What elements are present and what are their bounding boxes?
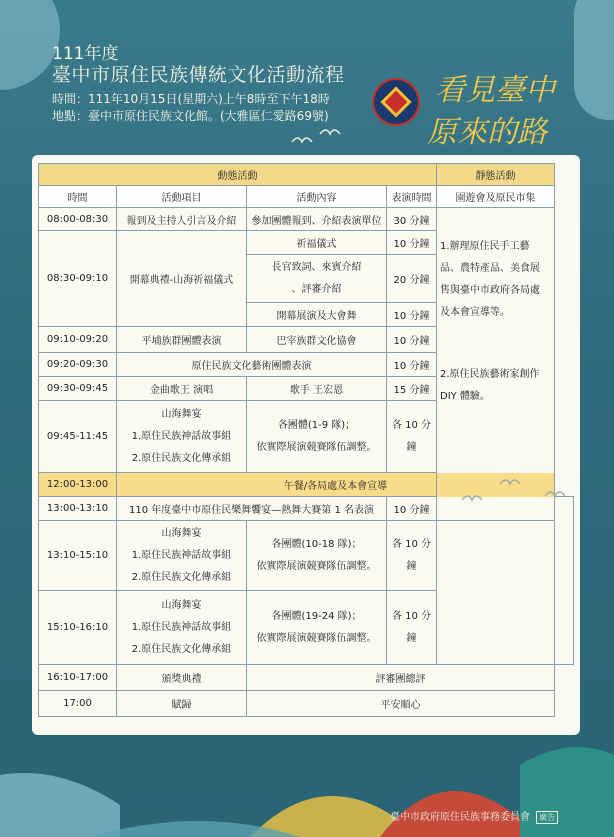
slogan-line-2: 原來的路: [427, 115, 547, 150]
static-activities-notes: 1.辦理原住民手工藝 品、農特產品、美食展 售與臺中市政府各局處 及本會宣導等。 2.原住民族藝術家創作 DIY 體驗。: [437, 208, 555, 521]
slogan-line-1: 看見臺中: [435, 73, 555, 108]
ad-mark: 廣告: [536, 811, 558, 824]
slogan-logo: [425, 62, 585, 152]
table-row: 09:30-09:45 金曲歌王 演唱 歌手 王宏恩 15 分鐘: [39, 377, 574, 401]
event-time: 時間：111年10月15日(星期六)上午8時至下午18時: [52, 92, 330, 106]
table-row: 08:00-08:30 報到及主持人引言及介紹 參加團體報到、介紹表演單位 30 分鐘 1.辦理原住民手工藝 品、農特產品、美食展 售與臺中市政府各局處 及本會宣導等。 2.原住民族藝術家創作 DIY 體驗。: [39, 208, 574, 231]
table-row-lunch: 12:00-13:00 午餐/各局處及本會宣導: [39, 473, 574, 497]
table-row: 17:00 賦歸 平安順心: [39, 691, 574, 717]
table-row: 09:45-11:45 山海舞宴 1.原住民族神話故事組 2.原住民族文化傳承組 各團體(1-9 隊)； 依實際展演競賽隊伍調整。 各 10 分 鐘: [39, 401, 574, 473]
table-row: 13:10-15:10 山海舞宴 1.原住民族神話故事組 2.原住民族文化傳承組 各團體(10-18 隊)； 依實際展演競賽隊伍調整。 各 10 分 鐘: [39, 521, 574, 591]
table-row: 開幕展演及大會舞 10 分鐘: [39, 303, 574, 327]
static-activities-header: 靜態活動: [437, 164, 555, 186]
emblem-logo: [372, 78, 420, 126]
page-title: 臺中市原住民族傳統文化活動流程: [52, 64, 345, 86]
birds-icon: [460, 470, 580, 520]
col-duration: 表演時間: [387, 186, 437, 208]
col-content: 活動內容: [247, 186, 387, 208]
page-header: [52, 44, 345, 125]
event-location: 地點：臺中市原住民族文化館。(大雅區仁愛路69號): [52, 109, 329, 123]
col-fair: 園遊會及原民市集: [437, 186, 555, 208]
dynamic-activities-header: 動態活動: [39, 164, 437, 186]
schedule-table: [38, 163, 574, 717]
table-row: 13:00-13:10 110 年度臺中市原住民樂舞饗宴—熱舞大賽第 1 名表演 10 分鐘: [39, 497, 574, 521]
table-row: 09:20-09:30 原住民族文化藝術團體表演 10 分鐘: [39, 353, 574, 377]
year-title: 111年度: [52, 44, 119, 64]
table-row: 15:10-16:10 山海舞宴 1.原住民族神話故事組 2.原住民族文化傳承組 各團體(19-24 隊)； 依實際展演競賽隊伍調整。 各 10 分 鐘: [39, 591, 574, 665]
col-item: 活動項目: [117, 186, 247, 208]
col-time: 時間: [39, 186, 117, 208]
table-row: 16:10-17:00 頒獎典禮 評審團總評: [39, 665, 574, 691]
table-row: 09:10-09:20 平埔族群團體表演 巴宰族群文化協會 10 分鐘: [39, 327, 574, 353]
birds-icon: [290, 128, 350, 158]
organization-name: 臺中市政府原住民族事務委員會: [390, 812, 530, 823]
table-row: 長官致詞、來賓介紹 、評審介紹 20 分鐘: [39, 255, 574, 303]
footer: [390, 808, 558, 824]
table-row: 08:30-09:10 開幕典禮-山海祈福儀式 祈福儀式 10 分鐘: [39, 231, 574, 255]
